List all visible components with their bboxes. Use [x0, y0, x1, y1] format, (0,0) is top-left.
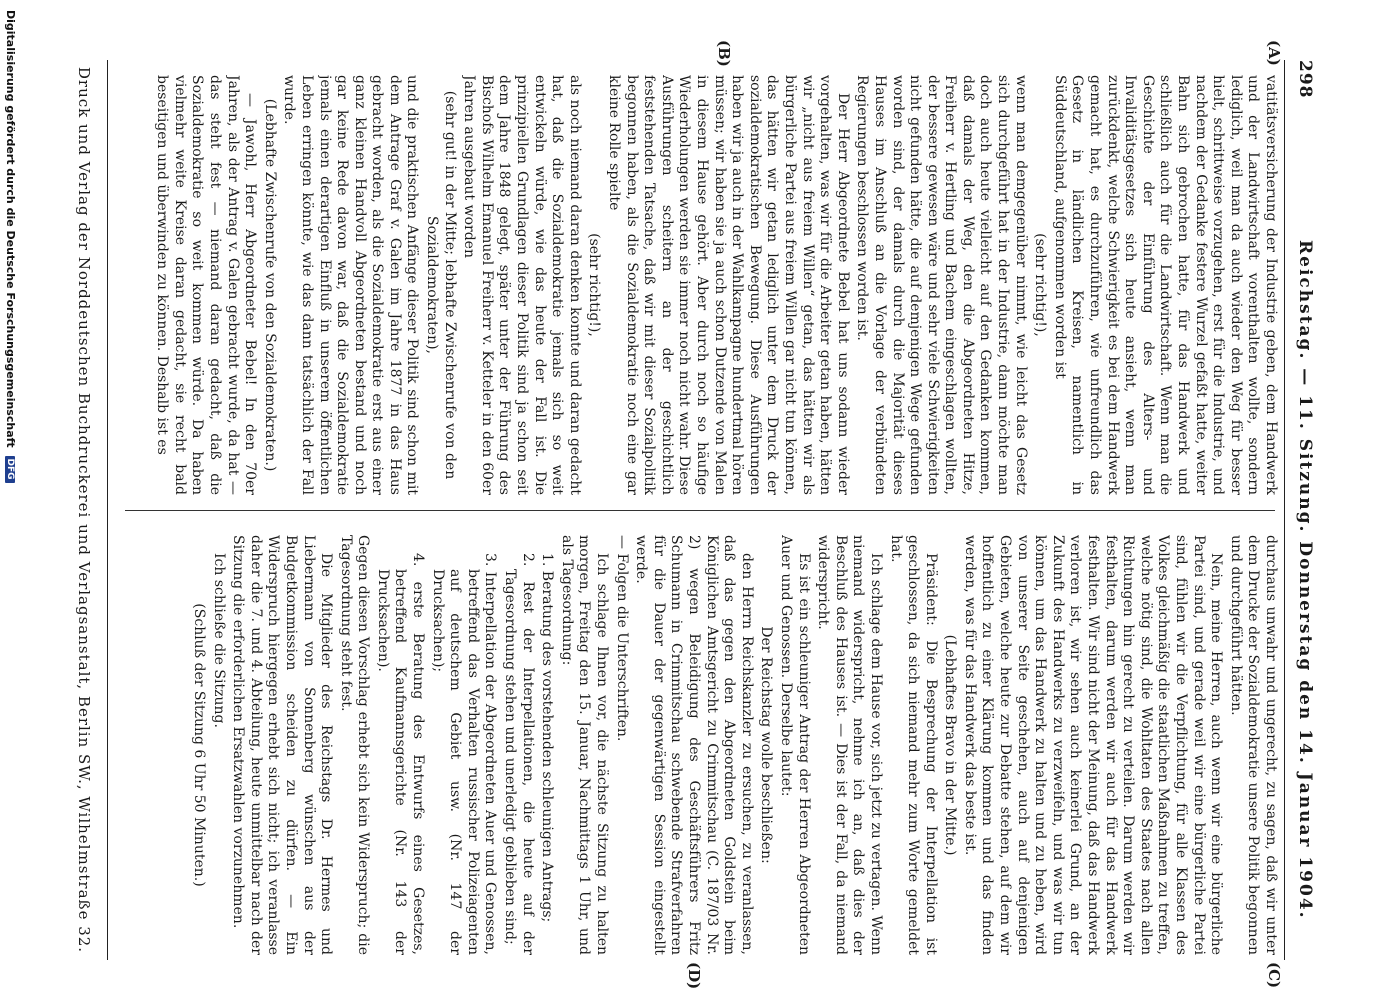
motion-text: den Herrn Reichskanzler zu ersuchen, zu veranlassen, daß das gegen den Abgeordneten Goldstein beim Königlichen Amtsgericht zu Crimmitschau (C. 187/03 Nr. 2) wegen Beleidigung des Geschäftsführers Fritz Schumann in Crimmitschau schwebende Strafverfahren für die Dauer der gegenwärtigen Session eingestellt werde.: [633, 535, 755, 955]
interjection: (sehr gut! in der Mitte; lebhafte Zwischenrufe von den Sozialdemokraten),: [424, 90, 458, 480]
digitization-note: [0, 0, 17, 1000]
motion-heading: Der Reichstag wolle beschließen:: [758, 626, 775, 864]
footer-rule: [107, 60, 108, 960]
dfg-logo-icon: DFG: [5, 456, 15, 483]
paragraph: Es ist ein schleuniger Antrag der Herren Abgeordneten Auer und Genossen. Derselbe lautet:: [777, 535, 812, 955]
running-head: [1289, 60, 1315, 960]
paragraph: Ich schließe die Sitzung.: [210, 553, 227, 728]
paragraph: Gegen diesen Vorschlag erhebt sich kein Widerspruch; die Tagesordnung steht fest.: [337, 535, 372, 955]
right-column: [129, 535, 1279, 955]
paragraph: vatitätsversicherung der Industrie geben, dem Handwerk und der Landwirtschaft vorenthalten wollte, sondern lediglich, weil man da auch wieder den Weg für besser hielt, schrittweise vorzugehen, erst für die Industrie, und nachdem der Gedanke festere Wurzel gefaßt hatte, weiter Bahn sich gebrochen hatte, für das Handwerk und schließlich auch für die Landwirtschaft. Wenn man die Geschichte der Einführung des Alters- und Invaliditätsgesetzes sich heute ansieht, wenn man zurückdenkt, welche Schwierigkeit es bei dem Handwerk gemacht hat, es durchzuführen, wie unfreundlich das Gesetz in ländlichen Kreisen, namentlich in Süddeutschland, aufgenommen worden ist: [1051, 75, 1279, 495]
header-rule: [1284, 60, 1285, 960]
agenda-item: 1. Beratung des vorstehenden schleunigen Antrags;: [539, 553, 556, 923]
agenda-item: 2. Rest der Interpellationen, die heute auf der Tagesordnung stehen und unerledigt geblieben sind;: [502, 553, 536, 955]
paragraph-president: Präsident: Die Besprechung der Interpellation ist geschlossen, da sich niemand mehr zum Worte gemeldet hat.: [887, 535, 939, 955]
paragraph: — Jawohl, Herr Abgeordneter Bebel! In den 70er Jahren, als der Antrag v. Galen gebracht wurde, da hat — das steht fest — niemand daran gedacht, daß die Sozialdemokratie so weit kommen würde. Da haben vielmehr weite Kreise daran gedacht, sie recht bald beseitigen und überwinden zu können. Deshalb ist es: [154, 75, 259, 495]
closing-note: (Schluß der Sitzung 6 Uhr 50 Minuten.): [190, 603, 207, 887]
paragraph: Ich schlage dem Hause vor, sich jetzt zu vertagen. Wenn niemand widerspricht, nehme ich an, daß dies der Beschluß des Hauses ist. — Dies ist der Fall, da niemand widerspricht.: [815, 535, 884, 955]
digitization-text: Digitalisierung gefördert durch die Deutsche Forschungsgemeinschaft: [4, 10, 17, 448]
margin-marker-d: (D): [685, 962, 703, 990]
page-number: 298: [1295, 60, 1315, 99]
paragraph: als noch niemand daran denken konnte und daran gedacht hat, daß die Sozialdemokratie jemals sich so weit entwickeln würde, wie das heute der Fall ist. Die prinzipiellen Grundlagen dieser Politik sind ja schon seit dem Jahre 1848 gelegt, später unter der Führung des Bischofs Wilhelm Emanuel Freiherr v. Ketteler in den 60er Jahren ausgebaut worden: [461, 75, 583, 495]
paragraph: und die praktischen Anfänge dieser Politik sind schon mit dem Antrage Graf v. Galen im Jahre 1877 in das Haus gebracht worden, als die Sozialdemokratie erst aus einer ganz kleinen Handvoll Abgeordneten bestand und noch gar keine Rede davon war, daß die Sozialdemokratie jemals einen derartigen Einfluß in unserem öffentlichen Leben erringen könnte, wie das dann tatsächlich der Fall wurde.: [281, 75, 421, 495]
paragraph: wenn man demgegenüber nimmt, wie leicht das Gesetz sich durchgeführt hat in der Industrie, dann möchte man doch auch heute vielleicht auf den Gedanken kommen, daß damals der Weg, den die Abgeordneten Hitze, Freiherr v. Hertling und Bachem eingeschlagen wollten, der bessere gewesen wäre und sehr viele Schwierigkeiten nicht gefunden hätte, die auf demjenigen Wege gefunden worden sind, der damals durch die Majorität dieses Hauses im Anschluß an die Vorlage der verbündeten Regierungen beschlossen worden ist.: [854, 75, 1029, 495]
paragraph: Die Mitglieder des Reichstags Dr. Hermes und Liebermann von Sonnenberg wünschen aus der Budgetkommission scheiden zu dürfen. — Ein Widerspruch hiergegen erhebt sich nicht; ich veranlasse daher die 7. und 4. Abteilung, heute unmittelbar nach der Sitzung die erforderlichen Ersatzwahlen vorzunehmen.: [230, 535, 335, 955]
paragraph: Ich schlage Ihnen vor, die nächste Sitzung zu halten morgen, Freitag den 15. Januar, Nachmittags 1 Uhr, und als Tagesordnung:: [558, 535, 611, 955]
agenda-item: 3. Interpellation der Abgeordneten Auer und Genossen, betreffend das Verhalten russischer Polizeiagenten auf deutschem Gebiet usw. (Nr. 147 der Drucksachen);: [429, 553, 499, 955]
interjection: (Lebhaftes Bravo in der Mitte.): [942, 634, 959, 856]
interjection: (sehr richtig!),: [586, 233, 603, 337]
page-title: Reichstag. — 11. Sitzung. Donnerstag den 14. Januar 1904.: [1295, 240, 1315, 920]
margin-marker-a: (A): [1265, 40, 1283, 66]
interjection: (Lebhafte Zwischenrufe von den Sozialdemokraten.): [261, 98, 278, 472]
signatures-note: — Folgen die Unterschriften.: [613, 535, 630, 742]
left-column: [129, 75, 1279, 495]
interjection: (sehr richtig!),: [1032, 233, 1049, 337]
column-divider: [125, 510, 1275, 511]
paragraph: Der Herr Abgeordnete Bebel hat uns sodann wieder vorgehalten, was wir für die Arbeiter getan haben, hätten wir „nicht aus freiem Willen“ getan, das hätten wir als bürgerliche Partei aus freiem Willen gar nicht tun können, das hätten wir getan lediglich unter dem Druck der sozialdemokratischen Bewegung. Diese Ausführungen haben wir ja auch in der Wahlkampagne hundertmal hören müssen; wir haben sie ja auch schon Dutzende von Malen in diesem Hause gehört. Aber durch noch so häufige Wiederholungen werden sie immer noch nicht wahr. Diese Ausführungen scheitern an der geschichtlich feststehenden Tatsache, daß wir mit dieser Sozialpolitik begonnen haben, als die Sozialdemokratie noch eine gar kleine Rolle spielte: [606, 75, 851, 495]
imprint: Druck und Verlag der Norddeutschen Buchdruckerei und Verlagsanstalt, Berlin SW., Wilhelmstraße 32.: [75, 66, 93, 954]
margin-marker-b: (B): [715, 40, 733, 67]
agenda-item: 4. erste Beratung des Entwurfs eines Gesetzes, betreffend Kaufmannsgerichte (Nr. 143 der Drucksachen).: [374, 553, 427, 955]
paragraph: Nein, meine Herren, auch wenn wir eine bürgerliche Partei sind, und gerade weil wir eine bürgerliche Partei sind, fühlen wir die Verpflichtung, für alle Klassen des Volkes gleichmäßig die staatlichen Maßnahmen zu treffen, welche nötig sind, die Wohltaten des Staates nach allen Richtungen hin gerecht zu verteilen. Darum werden wir festhalten, darum werden wir auch für das Handwerk festhalten. Wir sind nicht der Meinung, daß das Handwerk verloren ist, wir sehen auch keinerlei Grund, an der Zukunft des Handwerks zu verzweifeln, und was wir tun können, um das Handwerk zu halten und zu heben, wird von unserer Seite geschehen, auch auf denjenigen Gebieten, welche heute zur Debatte stehen, auf dem wir hoffentlich zu einer Klärung kommen und das finden werden, was für das Handwerk das beste ist.: [961, 535, 1225, 955]
paragraph: durchaus unwahr und ungerecht, zu sagen, daß wir unter dem Drucke der Sozialdemokratie unsere Politik begonnen und durchgeführt hätten.: [1227, 535, 1279, 955]
margin-marker-c: (C): [1265, 962, 1283, 989]
